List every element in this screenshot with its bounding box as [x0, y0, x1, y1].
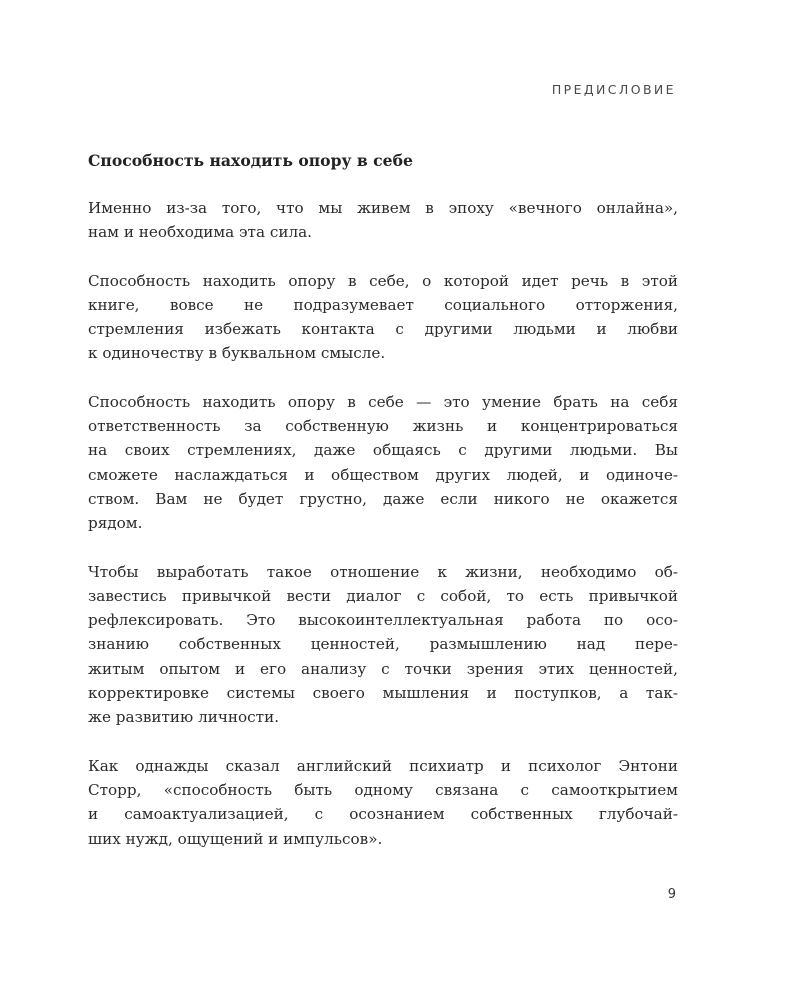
text-line: завестись привычкой вести диалог с собой, то есть привычкой	[88, 586, 678, 605]
page-body	[88, 149, 678, 875]
text-line: нам и необходима эта сила.	[88, 223, 312, 242]
text-line: ством. Вам не будет грустно, даже если никого не окажется	[88, 489, 678, 508]
text-line: книге, вовсе не подразумевает социального отторжения,	[88, 295, 678, 314]
text-line: стремления избежать контакта с другими людьми и любви	[88, 320, 678, 339]
text-line: корректировке системы своего мышления и поступков, а так-	[88, 684, 678, 703]
text-line: ответственность за собственную жизнь и концентрироваться	[88, 417, 678, 436]
paragraph-5	[88, 754, 678, 851]
running-head: ПРЕДИСЛОВИЕ	[551, 82, 676, 97]
text-line: житым опытом и его анализу с точки зрения этих ценностей,	[88, 659, 678, 678]
text-line: ших нужд, ощущений и импульсов».	[88, 829, 383, 848]
paragraph-2	[88, 269, 678, 366]
text-line: к одиночеству в буквальном смысле.	[88, 344, 386, 363]
paragraph-3	[88, 390, 678, 536]
text-line: рефлексировать. Это высокоинтеллектуальная работа по осо-	[88, 611, 678, 630]
text-line: и самоактуализацией, с осознанием собственных глубочай-	[88, 805, 678, 824]
text-line: знанию собственных ценностей, размышлению над пере-	[88, 635, 678, 654]
text-line: Способность находить опору в себе — это умение брать на себя	[88, 392, 678, 411]
paragraph-1	[88, 196, 678, 245]
text-line: на своих стремлениях, даже общаясь с другими людьми. Вы	[88, 441, 678, 460]
text-line: Как однажды сказал английский психиатр и психолог Энтони	[88, 756, 678, 775]
section-title: Способность находить опору в себе	[88, 151, 413, 170]
text-line: сможете наслаждаться и обществом других людей, и одиноче-	[88, 465, 678, 484]
paragraph-4	[88, 560, 678, 730]
text-line: рядом.	[88, 514, 143, 533]
page-number: 9	[667, 887, 676, 902]
text-line: Именно из-за того, что мы живем в эпоху «вечного онлайна»,	[88, 199, 678, 217]
text-line: Способность находить опору в себе, о которой идет речь в этой	[88, 271, 678, 290]
text-line: Сторр, «способность быть одному связана с самооткрытием	[88, 780, 678, 799]
text-line: Чтобы выработать такое отношение к жизни, необходимо об-	[88, 562, 678, 581]
text-line: же развитию личности.	[88, 708, 280, 727]
